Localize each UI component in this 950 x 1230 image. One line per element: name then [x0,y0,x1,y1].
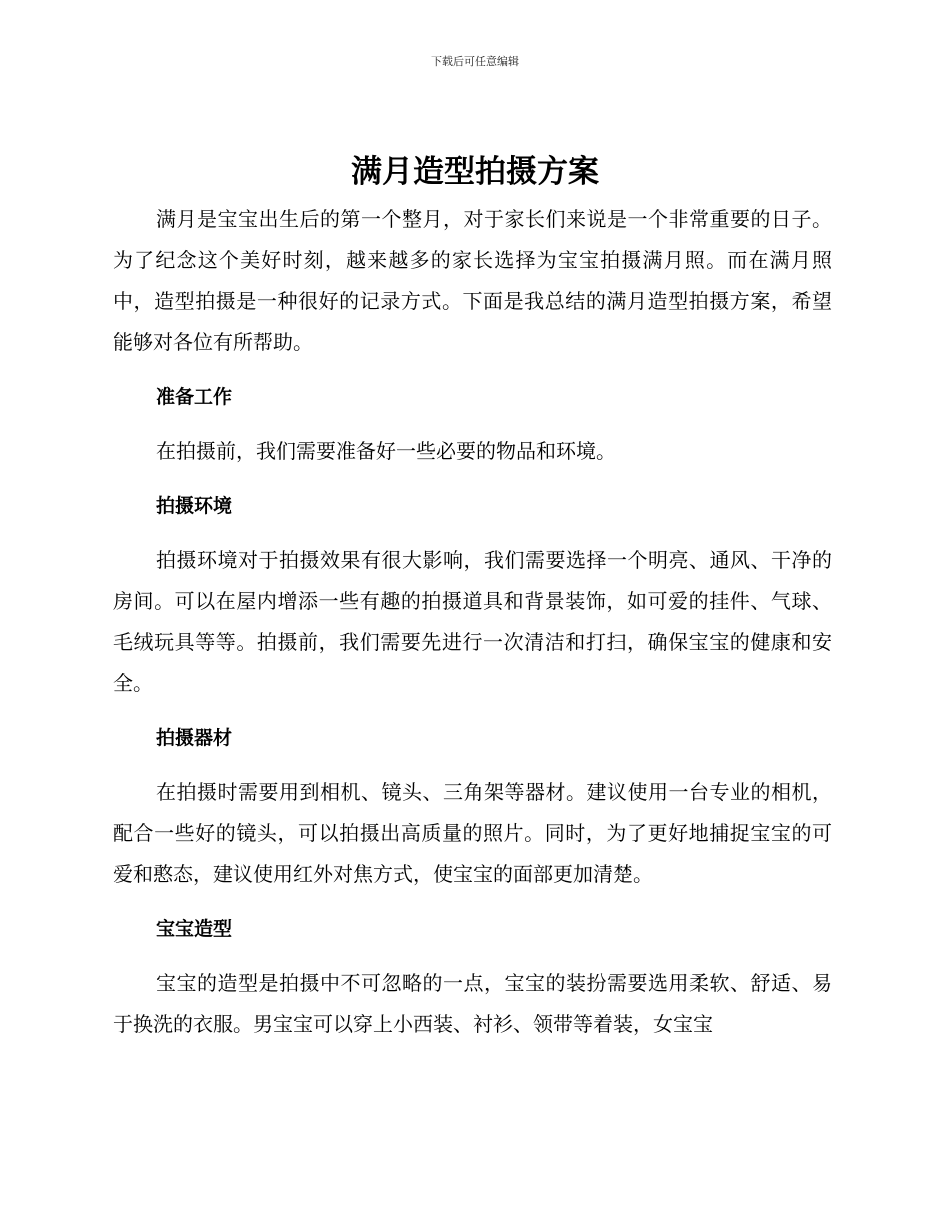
spacer [113,950,832,963]
section-paragraph-preparation: 在拍摄前，我们需要准备好一些必要的物品和环境。 [156,439,616,463]
spacer [113,363,832,377]
spacer [113,704,832,718]
section-paragraph-equipment: 在拍摄时需要用到相机、镜头、三角架等器材。建议使用一台专业的相机，配合一些好的镜头，可以拍摄出高质量的照片。同时，为了更好地捕捉宝宝的可爱和憨态，建议使用红外对焦方式，使宝宝的面部更加清楚。 [113,780,832,886]
spacer [113,418,832,431]
section-heading-preparation: 准备工作 [156,386,233,408]
intro-paragraph: 满月是宝宝出生后的第一个整月，对于家长们来说是一个非常重要的日子。为了纪念这个美好时刻，越来越多的家长选择为宝宝拍摄满月照。而在满月照中，造型拍摄是一种很好的记录方式。下面是我总结的满月造型拍摄方案，希望能够对各位有所帮助。 [113,207,832,354]
section-heading-environment: 拍摄环境 [156,495,233,517]
spacer [113,759,832,772]
document-body [113,199,832,1045]
header-note: 下载后可任意编辑 [431,55,519,68]
spacer [113,472,832,486]
document-title: 满月造型拍摄方案 [351,154,599,190]
section-heading-baby-styling: 宝宝造型 [156,918,233,940]
section-heading-equipment: 拍摄器材 [156,727,233,749]
spacer [113,895,832,909]
section-paragraph-baby-styling: 宝宝的造型是拍摄中不可忽略的一点，宝宝的装扮需要选用柔软、舒适、易于换洗的衣服。男宝宝可以穿上小西装、衬衫、领带等着装，女宝宝 [113,971,832,1036]
spacer [113,527,832,540]
section-paragraph-environment: 拍摄环境对于拍摄效果有很大影响，我们需要选择一个明亮、通风、干净的房间。可以在屋内增添一些有趣的拍摄道具和背景装饰，如可爱的挂件、气球、毛绒玩具等等。拍摄前，我们需要先进行一次清洁和打扫，确保宝宝的健康和安全。 [113,548,832,695]
